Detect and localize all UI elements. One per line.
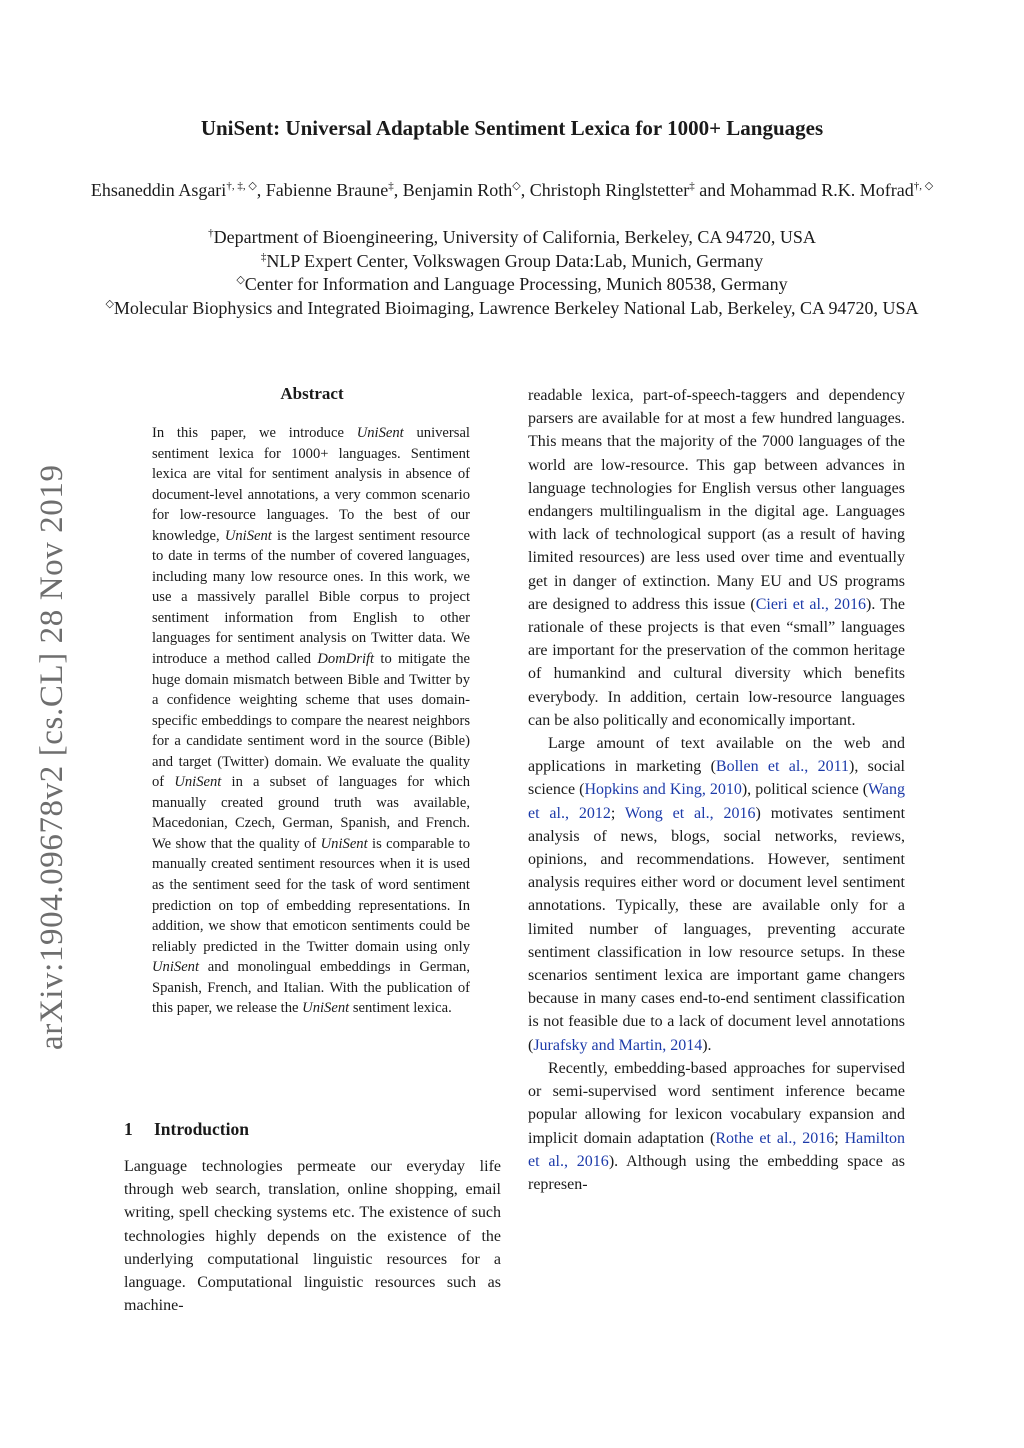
text-run: ). Although using the embedding space as represen- — [528, 1152, 906, 1193]
arxiv-identifier: arXiv:1904.09678v2 [cs.CL] 28 Nov 2019 — [34, 464, 70, 1050]
section-heading-introduction — [124, 1119, 504, 1140]
paper-title: UniSent: Universal Adaptable Sentiment Lexica for 1000+ Languages — [200, 116, 824, 140]
text-run: to mitigate the huge domain mismatch between Bible and Twitter by a confidence weighting scheme that uses domain-specific embeddings to compare the nearest neighbors for a candidate sentiment word in the source (Bible) and target (Twitter) domain. We evaluate the quality of — [152, 651, 470, 791]
text-run: sentiment lexica. — [349, 1000, 452, 1017]
citation-link[interactable]: Bollen et al., 2011 — [715, 758, 850, 776]
affiliation-line — [0, 226, 1024, 250]
author-name: Christoph Ringlstetter — [529, 180, 690, 200]
affiliation-mark: ◇ — [512, 180, 521, 192]
text-run: Recently, embedding-based approaches for supervised or semi-supervised word sentiment inference became popular allowing for lexicon vocabulary expansion and implicit domain adaptation ( — [528, 1059, 905, 1147]
author-separator: , — [393, 180, 403, 200]
author-name: Fabienne Braune — [265, 180, 389, 200]
introduction-paragraph — [528, 384, 905, 732]
citation-link[interactable]: Rothe et al., 2016 — [715, 1129, 835, 1147]
introduction-paragraph — [528, 1057, 905, 1196]
text-run: universal sentiment lexica for 1000+ languages. Sentiment lexica are vital for sentiment analysis in absence of document-level annotations, a very common scenario for low-resource languages. To the best of our knowledge, — [152, 425, 470, 544]
citation-link[interactable]: Wong et al., 2016 — [624, 804, 756, 822]
citation-link[interactable]: Cieri et al., 2016 — [755, 595, 866, 613]
section-number: 1 — [124, 1119, 133, 1139]
text-run: ; — [610, 804, 625, 822]
text-run: readable lexica, part-of-speech-taggers and dependency parsers are available for at most a few hundred languages. This means that the majority of the 7000 languages of the world are low-resource. This gap between advances in language technologies for English versus other languages endangers multilingualism in the digital age. Languages with lack of technological support (as a result of having limited resources) are less used over time and eventually get in danger of extinction. Many EU and US programs are designed to address this issue ( — [528, 387, 905, 613]
introduction-paragraph — [528, 732, 905, 1057]
affiliation-mark: ‡ — [388, 180, 394, 192]
affiliation-mark: ‡ — [260, 250, 267, 263]
emphasis-text: UniSent — [152, 959, 200, 976]
citation-link[interactable]: Jurafsky and Martin, 2014 — [533, 1036, 703, 1054]
affiliation-text: NLP Expert Center, Volkswagen Group Data:Lab, Munich, Germany — [266, 250, 764, 271]
affiliation-line — [0, 297, 1024, 321]
text-run: ) motivates sentiment analysis of news, blogs, social networks, reviews, opinions, and recommendations. However, sentiment analysis requires either word or document level sentiment annotations. Typically, these are available only for a limited number of languages, preventing accurate sentiment classification in low resource setups. In these scenarios sentiment lexica are important game changers because in many cases end-to-end sentiment classification is not feasible due to a lack of document level annotations ( — [528, 804, 906, 1054]
text-run: Large amount of text available on the web and applications in marketing ( — [528, 735, 905, 776]
author-list — [0, 180, 1024, 201]
affiliation-text: Molecular Biophysics and Integrated Bioimaging, Lawrence Berkeley National Lab, Berkeley, CA 94720, USA — [113, 297, 919, 318]
affiliation-mark: ◇ — [105, 297, 114, 310]
section-title: Introduction — [154, 1119, 249, 1139]
right-column — [528, 384, 905, 1196]
emphasis-text: UniSent — [302, 1000, 350, 1017]
citation-link[interactable]: Hamilton et al., 2016 — [528, 1129, 906, 1170]
text-run: is comparable to manually created sentiment resources when it is used as the sentiment seed for the task of word sentiment prediction on top of embedding representations. In addition, we show that emoticon sentiments could be reliably predicted in the Twitter domain using only — [152, 835, 470, 955]
affiliation-mark: †, ‡, ◇ — [226, 180, 257, 192]
emphasis-text: UniSent — [174, 774, 222, 791]
emphasis-text: UniSent — [320, 835, 368, 852]
author-separator: , — [256, 180, 266, 200]
affiliation-line — [0, 250, 1024, 274]
abstract-heading: Abstract — [280, 384, 344, 403]
affiliation-text: Department of Bioengineering, University of California, Berkeley, CA 94720, USA — [213, 227, 816, 247]
emphasis-text: UniSent — [224, 527, 272, 544]
introduction-paragraph-left: Language technologies permeate our everyday life through web search, translation, online shopping, email writing, spell checking systems etc. The existence of such technologies highly depends on the existence of the underlying computational linguistic resources for a language. Computational linguistic resources such as machine- — [124, 1158, 501, 1315]
emphasis-text: UniSent — [356, 425, 404, 441]
author-name: Benjamin Roth — [402, 180, 513, 200]
text-run: ). The rationale of these projects is that even “small” languages are important for the preservation of the common heritage of humankind and cultural diversity which benefits everybody. In addition, certain low-resource languages can be also politically and economically important. — [528, 595, 905, 729]
text-run: ), social science ( — [528, 758, 905, 799]
author-name: Ehsaneddin Asgari — [90, 180, 227, 200]
affiliation-line — [0, 273, 1024, 297]
text-run: In this paper, we introduce — [152, 425, 357, 441]
author-separator: , — [520, 180, 530, 200]
text-run: ), political science ( — [741, 781, 869, 799]
author-separator: and — [694, 180, 730, 200]
abstract-text — [152, 423, 470, 1019]
text-run: ). — [702, 1036, 712, 1054]
author-name: Mohammad R.K. Mofrad — [729, 180, 914, 200]
text-run: and monolingual embeddings in German, Spanish, French, and Italian. With the publication of this paper, we release the — [152, 959, 470, 1017]
affiliation-mark: ‡ — [689, 180, 695, 192]
emphasis-text: DomDrift — [317, 651, 375, 668]
affiliation-list — [0, 226, 1024, 320]
affiliation-mark: †, ◇ — [913, 180, 934, 192]
citation-link[interactable]: Hopkins and King, 2010 — [584, 781, 742, 799]
text-run: in a subset of languages for which manually created ground truth was available, Macedonian, Czech, German, Spanish, and French. We show that the quality of — [152, 774, 470, 852]
citation-link[interactable]: Wang et al., 2012 — [528, 781, 906, 822]
text-run: is the largest sentiment resource to date in terms of the number of covered languages, including many low resource ones. In this work, we use a massively parallel Bible corpus to project sentiment information from English to other languages for sentiment analysis on Twitter data. We introduce a method called — [152, 527, 470, 668]
affiliation-text: Center for Information and Language Processing, Munich 80538, Germany — [244, 274, 788, 294]
affiliation-mark: ◇ — [236, 274, 245, 286]
affiliation-mark: † — [208, 227, 214, 239]
text-run: ; — [834, 1129, 845, 1147]
